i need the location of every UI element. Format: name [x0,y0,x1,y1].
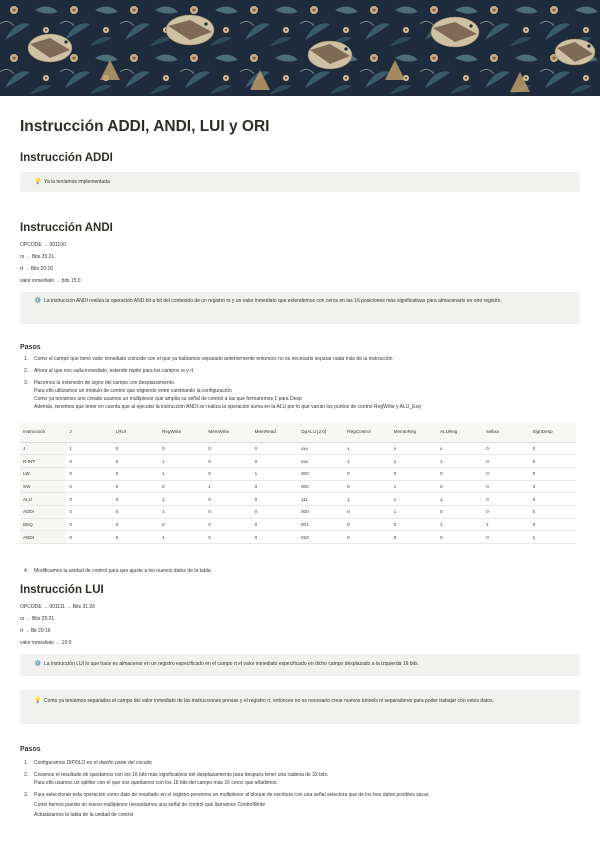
table-cell: 1 [159,467,205,480]
table-cell: 0 [66,467,112,480]
table-cell: 0 [252,480,298,493]
col-header: selbra [483,422,529,442]
table-cell: 0 [483,442,529,455]
lui-field-rt: rt → Bit 20:16 [20,628,51,634]
table-cell: x [344,442,390,455]
table-cell: 1 [483,518,529,531]
table-cell: 0 [159,480,205,493]
table-cell: 0 [113,531,159,544]
andi-field-rt: rt → Bits 20:16 [20,266,54,272]
table-cell: 0 [113,467,159,480]
table-cell: 1 [391,493,437,506]
table-cell: 0 [113,442,159,455]
table-cell: 1 [391,455,437,468]
andi-field-rs: rs → Bits 25:21 [20,254,55,260]
table-cell: x [391,480,437,493]
table-cell: 0 [530,442,576,455]
table-cell: 0 [113,505,159,518]
table-cell: 0 [344,518,390,531]
table-cell: 0 [437,467,483,480]
table-cell: 0 [205,518,251,531]
lui-callout-text: La instrucción LUI lo que hace es almacenar en un registro especificado en el campo rt el valor inmediato especificado en dicho campo desplazado a la izquierda 16 bits. [44,661,419,667]
row-label-cell: ANDI [20,531,66,544]
addi-callout-text: Ya la teníamos implementada [44,179,110,185]
table-cell: 0 [530,467,576,480]
table-cell: 0 [483,455,529,468]
lui-callout-2 [20,690,580,724]
table-cell: 0 [66,531,112,544]
table-cell: 0 [391,467,437,480]
table-cell: 0 [252,455,298,468]
table-cell: 0 [205,467,251,480]
table-cell: 0 [483,505,529,518]
table-cell: 0 [113,455,159,468]
table-cell: 1 [159,455,205,468]
row-label-cell: BEQ [20,518,66,531]
table-cell: 1 [530,531,576,544]
table-cell: 0 [344,505,390,518]
table-cell: 0 [66,480,112,493]
table-cell: 0 [483,480,529,493]
lui-heading: Instrucción LUI [20,584,104,596]
table-cell: 0 [252,518,298,531]
table-cell: 1 [159,505,205,518]
row-label-cell: ADDI [20,505,66,518]
addi-callout [20,172,580,192]
table-cell: 0 [530,518,576,531]
andi-field-opcode: OPCODE → 001100 [20,242,66,248]
table-cell: 1 [252,467,298,480]
table-cell: 000 [298,505,344,518]
page-title: Instrucción ADDI, ANDI, LUI y ORI [20,118,270,135]
table-cell: 1 [437,518,483,531]
table-cell: 1 [159,493,205,506]
table-cell: 1 [344,493,390,506]
table-cell: 0 [344,467,390,480]
table-cell: 0 [530,493,576,506]
table-row [20,455,576,468]
col-header: MemWrite [205,422,251,442]
lightbulb-icon: 💡 [34,698,42,704]
row-label-cell: ALU [20,493,66,506]
table-cell: 0 [530,480,576,493]
table-cell: 1 [344,455,390,468]
table-row [20,493,576,506]
table-cell: 1 [159,531,205,544]
table-cell: 0 [391,531,437,544]
table-cell: 1 [205,480,251,493]
col-header: RegControl [344,422,390,442]
table-cell: 0 [252,505,298,518]
table-cell: 0 [66,518,112,531]
table-row [20,505,576,518]
table-cell: 0 [437,480,483,493]
table-cell: 0 [252,493,298,506]
table-cell: 0 [252,531,298,544]
table-cell: 0 [66,455,112,468]
table-row [20,531,576,544]
row-label-cell: SW [20,480,66,493]
table-body [20,442,576,544]
table-cell: xxx [298,455,344,468]
table-cell: 0 [205,493,251,506]
col-header: ALUReg [437,422,483,442]
table-cell: 0 [205,442,251,455]
table-cell: 0 [437,505,483,518]
andi-callout [20,292,580,324]
table-row [20,442,576,455]
lightbulb-icon: 💡 [34,179,42,185]
table-cell: 0 [159,442,205,455]
table-row [20,480,576,493]
table-cell: 000 [298,480,344,493]
table-cell: 0 [252,442,298,455]
lui-field-imm: valor inmediato → 15:0 [20,640,72,646]
table-cell: 1 [391,505,437,518]
table-cell: 0 [113,480,159,493]
col-header: MemtoReg [391,422,437,442]
table-cell: x [391,442,437,455]
table-cell: 0 [113,518,159,531]
table-row [20,467,576,480]
table-header-row [20,422,576,442]
table-cell: 0 [159,518,205,531]
row-label-cell: LW [20,467,66,480]
row-label-cell: R-INT [20,455,66,468]
table-cell: 0 [66,493,112,506]
table-cell: 0 [483,467,529,480]
table-cell: 0 [530,455,576,468]
col-header: SignDesp [530,422,576,442]
control-table [20,422,576,544]
table-cell: 0 [344,480,390,493]
table-cell: 0 [205,455,251,468]
table-cell: 0 [205,531,251,544]
table-cell: 001 [298,518,344,531]
row-label-cell: J [20,442,66,455]
col-header: J [66,422,112,442]
table-cell: 0 [483,531,529,544]
table-cell: 010 [298,531,344,544]
table-cell: 111 [298,493,344,506]
table-cell: x [437,442,483,455]
andi-field-imm: valor inmediato → bits 15:0 [20,278,81,284]
table-cell: 0 [530,505,576,518]
col-header: Instrucción [20,422,66,442]
table-cell: 1 [437,493,483,506]
table-cell: 0 [113,493,159,506]
table-cell: xxx [298,442,344,455]
andi-steps-heading: Pasos [20,344,41,351]
addi-heading: Instrucción ADDI [20,152,113,164]
table-cell: 0 [437,531,483,544]
col-header: RegWrite [159,422,205,442]
table-cell: 0 [66,505,112,518]
lui-field-rs: rs → Bits 25:21 [20,616,55,622]
table-cell: 0 [483,493,529,506]
col-header: OpALU [2:0] [298,422,344,442]
gear-icon: ⚙️ [34,298,42,304]
table-cell: 0 [391,518,437,531]
lui-callout [20,654,580,676]
andi-heading: Instrucción ANDI [20,222,113,234]
lui-field-opcode: OPCODE → 001111 → Bits 31:26 [20,604,96,610]
header-banner [0,0,600,96]
lui-callout-2-text: Como ya teníamos separados el campo del valor inmediato de las instrucciones previas y el registro rt, entonces no es necesario crear nuevos tunnels ni separadores para poder trabajar con estos datos. [44,698,494,704]
table-cell: 000 [298,467,344,480]
andi-callout-text: La instrucción ANDI realiza la operación AND bit a bit del contenido de un registro rs y un valor inmediato que extendemos con ceros en las 16 posiciones más significativas para almacenarlo en otro registro. [44,298,502,304]
col-header: LRUI [113,422,159,442]
lui-steps-heading: Pasos [20,746,41,753]
col-header: MemRead [252,422,298,442]
table-cell: 1 [66,442,112,455]
gear-icon: ⚙️ [34,661,42,667]
table-cell: 0 [205,505,251,518]
table-row [20,518,576,531]
table-cell: 1 [437,455,483,468]
table-cell: 0 [344,531,390,544]
